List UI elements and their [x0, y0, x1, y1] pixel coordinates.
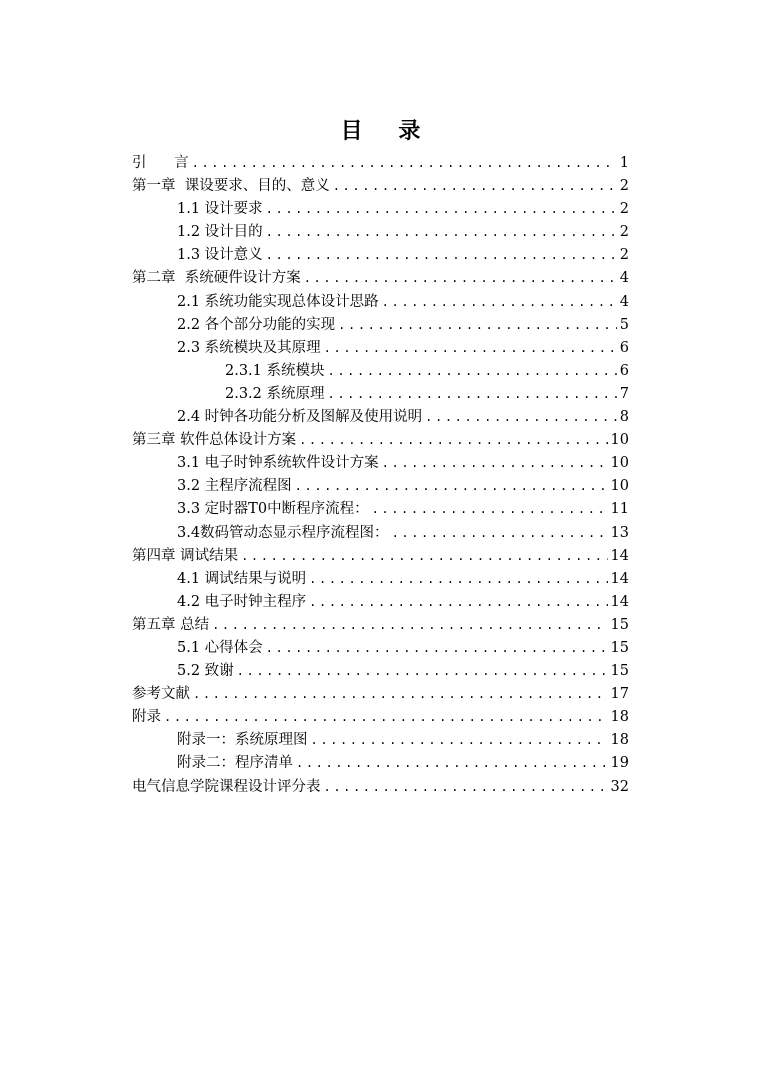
toc-entry[interactable] — [132, 522, 629, 545]
dot-leader — [241, 545, 607, 568]
toc-entry[interactable] — [132, 152, 629, 175]
toc-entry-page: 14 — [610, 593, 629, 610]
toc-entry[interactable] — [132, 314, 629, 337]
toc-entry[interactable] — [132, 706, 629, 729]
toc-entry-page: 10 — [610, 432, 629, 449]
toc-entry[interactable] — [132, 568, 629, 591]
toc-entry-label: 附录二：程序清单 — [177, 755, 293, 772]
toc-entry[interactable] — [132, 267, 629, 290]
toc-entry-page: 2 — [619, 247, 629, 264]
toc-entry-label: 4.2 电子时钟主程序 — [177, 593, 307, 610]
dot-leader — [333, 175, 617, 198]
toc-entry[interactable] — [132, 383, 629, 406]
toc-entry-label: 2.2 各个部分功能的实现 — [177, 316, 336, 333]
toc-entry[interactable] — [132, 660, 629, 683]
dot-leader — [382, 291, 617, 314]
toc-entry-page: 10 — [610, 478, 629, 495]
toc-entry-label: 第一章 课设要求、目的、意义 — [132, 178, 330, 195]
toc-entry-label: 第五章 总结 — [132, 616, 210, 633]
toc-entry[interactable] — [132, 637, 629, 660]
toc-entry-page: 5 — [619, 316, 629, 333]
toc-entry-page: 15 — [610, 639, 629, 656]
toc-entry-label: 5.1 心得体会 — [177, 639, 263, 656]
dot-leader — [324, 776, 608, 799]
toc-entry-page: 2 — [619, 178, 629, 195]
toc-entry-label: 电气信息学院课程设计评分表 — [132, 778, 321, 795]
dot-leader — [266, 221, 617, 244]
toc-entry-page: 18 — [610, 709, 629, 726]
toc-entry-label: 2.3.1 系统模块 — [225, 362, 325, 379]
dot-leader — [266, 244, 617, 267]
table-of-contents — [132, 152, 629, 799]
toc-entry-page: 15 — [610, 616, 629, 633]
toc-entry-page: 8 — [619, 409, 629, 426]
toc-entry[interactable] — [132, 752, 629, 775]
toc-entry-label: 3.1 电子时钟系统软件设计方案 — [177, 455, 379, 472]
toc-entry-page: 11 — [610, 501, 629, 518]
toc-entry-label: 2.1 系统功能实现总体设计思路 — [177, 293, 379, 310]
toc-entry[interactable] — [132, 429, 629, 452]
toc-entry[interactable] — [132, 683, 629, 706]
dot-leader — [311, 729, 608, 752]
toc-entry-page: 13 — [610, 524, 629, 541]
toc-entry[interactable] — [132, 475, 629, 498]
dot-leader — [392, 522, 608, 545]
dot-leader — [309, 591, 607, 614]
toc-entry-page: 18 — [610, 732, 629, 749]
dot-leader — [304, 267, 617, 290]
toc-entry-label: 3.4数码管动态显示程序流程图： — [177, 524, 389, 541]
dot-leader — [295, 475, 608, 498]
toc-entry-page: 1 — [619, 155, 629, 171]
toc-entry-page: 14 — [610, 547, 629, 564]
toc-entry[interactable] — [132, 452, 629, 475]
toc-entry-label: 参考文献 — [132, 686, 190, 703]
toc-entry-page: 15 — [610, 663, 629, 680]
toc-entry[interactable] — [132, 545, 629, 568]
dot-leader — [164, 706, 608, 729]
toc-entry-page: 2 — [619, 224, 629, 241]
toc-entry-label: 附录 — [132, 709, 161, 726]
dot-leader — [266, 637, 608, 660]
toc-entry[interactable] — [132, 175, 629, 198]
toc-entry-page: 4 — [619, 293, 629, 310]
toc-entry-label: 第四章 调试结果 — [132, 547, 239, 564]
toc-entry-label: 1.1 设计要求 — [177, 201, 263, 218]
toc-entry-page: 6 — [619, 362, 629, 379]
toc-entry-page: 2 — [619, 201, 629, 218]
toc-entry-page: 19 — [610, 755, 629, 772]
toc-entry-label: 3.2 主程序流程图 — [177, 478, 292, 495]
toc-entry-label: 3.3 定时器T0中断程序流程： — [177, 501, 369, 518]
toc-entry-page: 10 — [610, 455, 629, 472]
toc-entry-label: 第三章 软件总体设计方案 — [132, 432, 297, 449]
toc-entry-label: 第二章 系统硬件设计方案 — [132, 270, 301, 287]
dot-leader — [299, 429, 607, 452]
dot-leader — [192, 152, 617, 175]
dot-leader — [328, 360, 617, 383]
toc-entry-label: 引 言 — [132, 155, 189, 171]
dot-leader — [237, 660, 608, 683]
toc-entry[interactable] — [132, 776, 629, 799]
toc-entry-page: 7 — [619, 385, 629, 402]
toc-entry[interactable] — [132, 244, 629, 267]
toc-entry-page: 6 — [619, 339, 629, 356]
toc-entry[interactable] — [132, 198, 629, 221]
dot-leader — [309, 568, 607, 591]
dot-leader — [193, 683, 608, 706]
toc-entry-label: 附录一：系统原理图 — [177, 732, 308, 749]
toc-entry[interactable] — [132, 360, 629, 383]
toc-entry[interactable] — [132, 614, 629, 637]
dot-leader — [328, 383, 617, 406]
toc-entry[interactable] — [132, 591, 629, 614]
toc-entry-label: 1.3 设计意义 — [177, 247, 263, 264]
toc-entry-label: 5.2 致谢 — [177, 663, 234, 680]
toc-entry-label: 2.3.2 系统原理 — [225, 385, 325, 402]
dot-leader — [338, 314, 617, 337]
toc-entry-page: 4 — [619, 270, 629, 287]
toc-entry-label: 4.1 调试结果与说明 — [177, 570, 307, 587]
toc-entry-label: 2.4 时钟各功能分析及图解及使用说明 — [177, 409, 423, 426]
dot-leader — [212, 614, 607, 637]
dot-leader — [425, 406, 617, 429]
toc-entry-label: 1.2 设计目的 — [177, 224, 263, 241]
dot-leader — [324, 337, 617, 360]
toc-entry[interactable] — [132, 337, 629, 360]
page-title: 目 录 — [340, 119, 435, 144]
toc-entry-page: 17 — [610, 686, 629, 703]
toc-entry[interactable] — [132, 291, 629, 314]
dot-leader — [372, 498, 608, 521]
dot-leader — [296, 752, 608, 775]
toc-entry[interactable] — [132, 406, 629, 429]
dot-leader — [266, 198, 617, 221]
toc-entry-page: 14 — [610, 570, 629, 587]
toc-entry[interactable] — [132, 221, 629, 244]
toc-entry-page: 32 — [610, 778, 629, 795]
dot-leader — [382, 452, 608, 475]
toc-entry-label: 2.3 系统模块及其原理 — [177, 339, 321, 356]
toc-entry[interactable] — [132, 729, 629, 752]
toc-entry[interactable] — [132, 498, 629, 521]
